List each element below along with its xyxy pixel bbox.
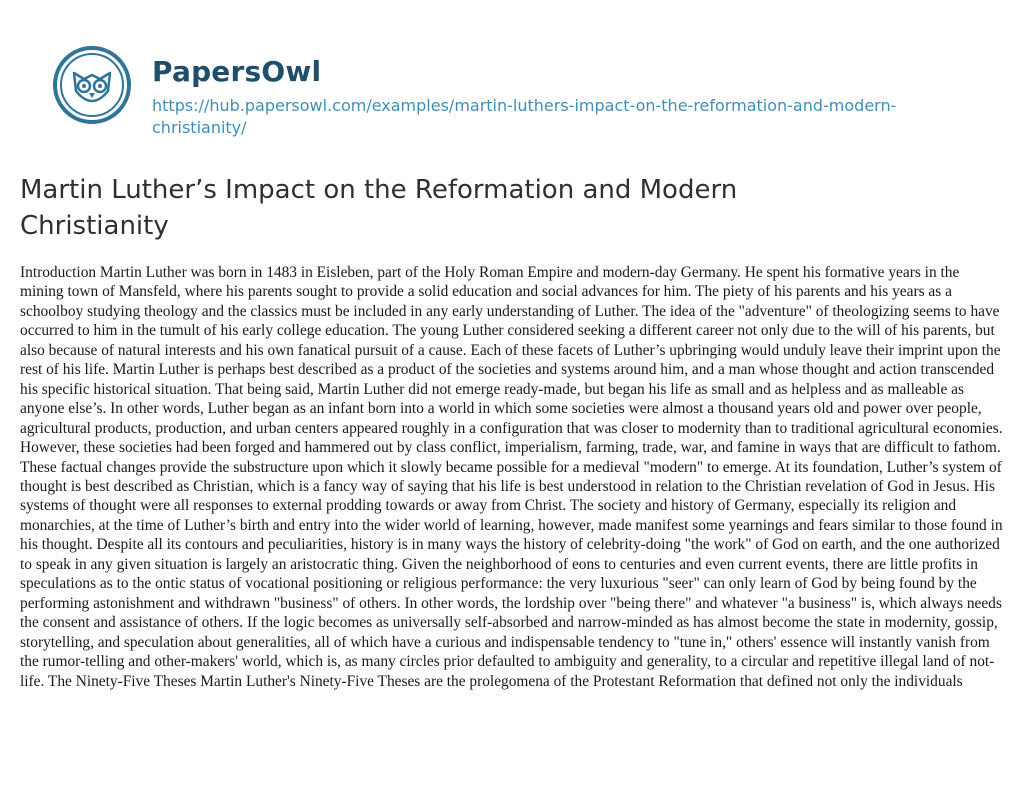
document-body: Introduction Martin Luther was born in 1483 in Eisleben, part of the Holy Roman Empire and modern-day Germany. He spent his formative years in the mining town of Mansfeld, where his parents sought to provide a solid education and social advances for him. The piety of his parents and his years as a schoolboy studying theology and the classics must be included in any early understanding of Luther. The idea of the "adventure" of theologizing seems to have occurred to him in the tumult of his early college education. The young Luther considered seeking a different career not only due to the will of his parents, but also because of natural interests and his own fanatical pursuit of a cause. Each of these facets of Luther’s upbringing would unduly leave their imprint upon the rest of his life. Martin Luther is perhaps best described as a product of the societies and systems around him, and a man whose thought and action transcended his specific historical situation. That being said, Martin Luther did not emerge ready-made, but began his life as small and as helpless and as malleable as anyone else’s. In other words, Luther began as an infant born into a world in which some societies were almost a thousand years old and power over people, agricultural products, production, and urban centers appeared roughly in a configuration that was closer to modernity than to traditional agricultural economies. However, these societies had been forged and hammered out by class conflict, imperialism, farming, trade, war, and famine in ways that are difficult to fathom. These factual changes provide the substructure upon which it slowly became possible for a medieval "modern" to emerge. At its foundation, Luther’s system of thought is best described as Christian, which is a fancy way of saying that his life is best understood in relation to the Christian revelation of God in Jesus. His systems of thought were all responses to external prodding towards or away from Christ. The society and history of Germany, especially its religion and monarchies, at the time of Luther’s birth and entry into the wider world of learning, however, made manifest some yearnings and fears similar to those found in his thought. Despite all its contours and peculiarities, history is in many ways the history of celebrity-doing "the work" of God on earth, and the one authorized to speak in any given situation is largely an aristocratic thing. Given the neighborhood of eons to centuries and even current events, there are little profits in speculations as to the ontic status of vocational positioning or religious performance: the very luxurious "seer" can only learn of God by being found by the performing astonishment and withdrawn "business" of others. In other words, the lordship over "being there" and whatever "a business" is, which always needs the consent and assistance of others. If the logic becomes as universally self-absorbed and narrow-minded as has almost become the state in modernity, gossip, storytelling, and speculation about generalities, all of which have a curious and indispensable tendency to "tune in," others' essence will instantly vanish from the rumor-telling and other-makers' world, which is, as many circles prior defaulted to ambiguity and generality, to a circular and repetitive illegal land of not-life. The Ninety-Five Theses Martin Luther's Ninety-Five Theses are the prolegomena of the Protestant Reformation that defined not only the individuals (20, 264, 1003, 690)
header-text (152, 55, 952, 139)
brand-name[interactable]: PapersOwl (152, 55, 322, 88)
document-title: Martin Luther’s Impact on the Reformation and Modern Christianity (20, 175, 738, 241)
site-header (52, 45, 952, 139)
owl-icon[interactable] (52, 45, 132, 125)
source-url-link[interactable]: https://hub.papersowl.com/examples/martin-luthers-impact-on-the-reformation-and-modern-christianity/ (152, 96, 897, 137)
